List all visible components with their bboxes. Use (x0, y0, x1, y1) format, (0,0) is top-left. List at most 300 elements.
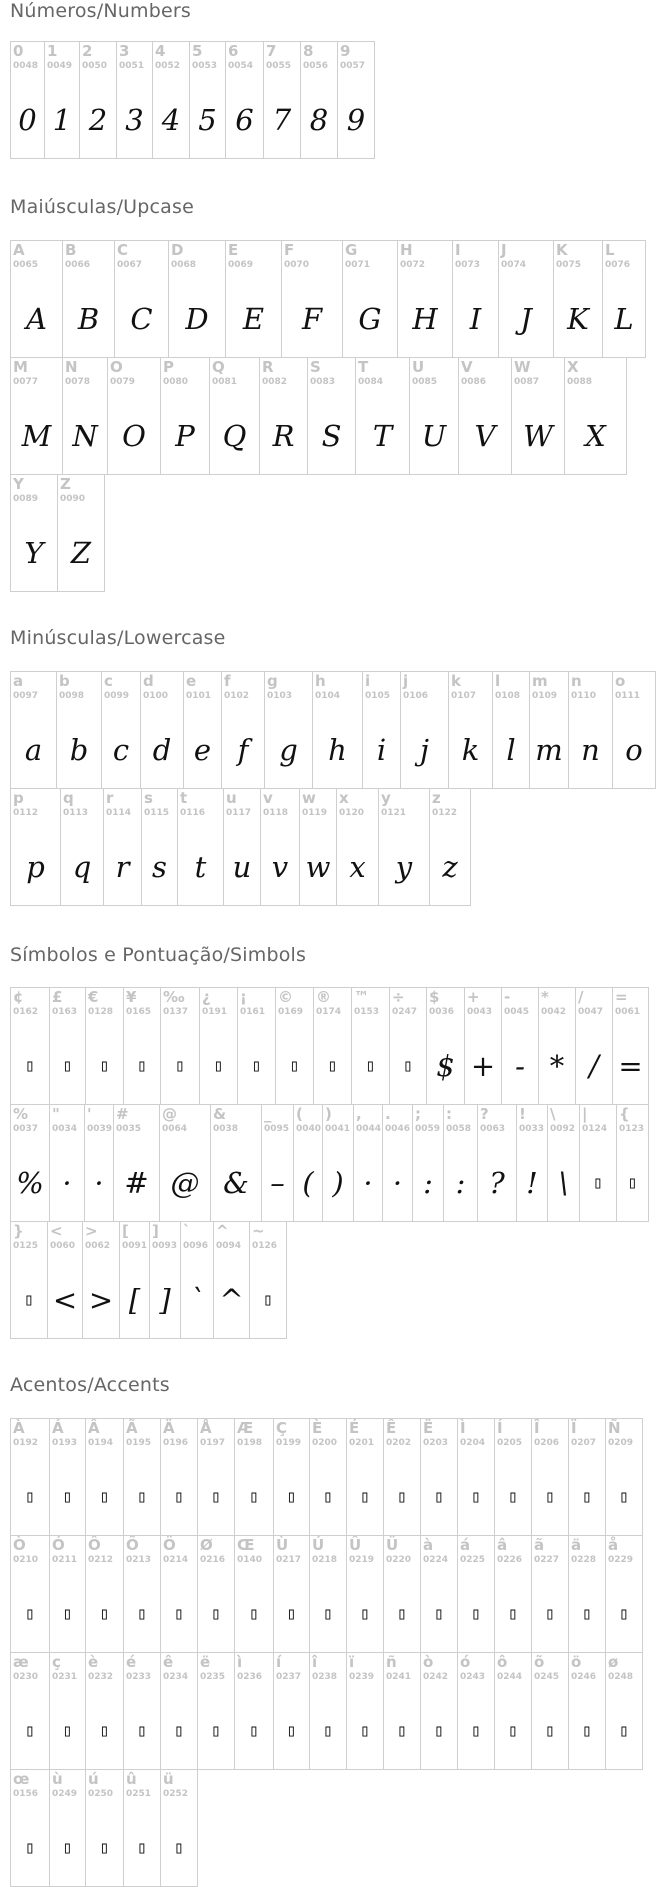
glyph-code: 0232 (88, 1672, 114, 1682)
missing-glyph-icon: ▯ (507, 1604, 519, 1624)
glyph-preview: P (175, 419, 195, 453)
glyph-code: 0210 (13, 1555, 39, 1565)
glyph-code: 0218 (312, 1555, 338, 1565)
glyph-character: g (267, 672, 278, 690)
glyph-character: L (605, 241, 615, 259)
glyph-preview: @ (170, 1166, 200, 1200)
glyph-code: 0038 (213, 1124, 239, 1134)
section-title-mai-sculas-upcase: Maiúsculas/Upcase (10, 196, 195, 218)
glyph-cell (183, 671, 222, 789)
glyph-character: o (615, 672, 626, 690)
glyph-cell (49, 987, 86, 1105)
glyph-character: œ (13, 1770, 30, 1788)
glyph-preview: r (115, 850, 130, 884)
glyph-code: 0092 (550, 1124, 576, 1134)
glyph-cell (180, 1221, 214, 1339)
glyph-code: 0137 (163, 1007, 189, 1017)
glyph-character: Q (212, 358, 225, 376)
glyph-character: x (339, 789, 349, 807)
missing-glyph-icon: ▯ (62, 1604, 73, 1624)
glyph-cell (477, 1104, 517, 1222)
glyph-cell (223, 788, 261, 906)
glyph-code: 0119 (302, 808, 328, 818)
missing-glyph-icon: ▯ (24, 1838, 36, 1858)
glyph-preview: 1 (52, 103, 72, 137)
glyph-code: 0053 (192, 61, 218, 71)
glyph-cell (443, 1104, 478, 1222)
glyph-character: h (315, 672, 326, 690)
glyph-cell (168, 240, 226, 358)
glyph-character: è (88, 1653, 99, 1671)
glyph-cell (123, 1535, 161, 1653)
glyph-code: 0162 (13, 1007, 39, 1017)
glyph-preview: t (194, 850, 207, 884)
glyph-code: 0153 (354, 1007, 380, 1017)
glyph-character: = (615, 988, 628, 1006)
glyph-preview: b (69, 733, 89, 767)
missing-glyph-icon: ▯ (99, 1721, 110, 1741)
glyph-preview: : (455, 1166, 466, 1200)
glyph-character: Ò (13, 1536, 26, 1554)
glyph-preview: s (152, 850, 167, 884)
glyph-cell (49, 1104, 85, 1222)
glyph-code: 0093 (152, 1241, 178, 1251)
glyph-character: . (385, 1105, 391, 1123)
glyph-code: 0207 (571, 1438, 597, 1448)
glyph-code: 0099 (104, 691, 130, 701)
missing-glyph-icon: ▯ (289, 1056, 300, 1076)
glyph-code: 0090 (60, 494, 86, 504)
glyph-preview: j (420, 733, 429, 767)
glyph-cell (605, 1535, 643, 1653)
glyph-character: ã (534, 1536, 545, 1554)
glyph-code: 0086 (461, 377, 487, 387)
glyph-code: 0195 (126, 1438, 152, 1448)
missing-glyph-icon: ▯ (327, 1056, 338, 1076)
glyph-preview: · (94, 1166, 104, 1200)
glyph-preview: z (442, 850, 458, 884)
glyph-cell (140, 671, 184, 789)
glyph-preview: k (461, 733, 480, 767)
glyph-character: 8 (303, 42, 314, 60)
glyph-preview: 8 (309, 103, 329, 137)
glyph-code: 0106 (403, 691, 429, 701)
glyph-cell (209, 357, 260, 475)
glyph-character: ï (349, 1653, 355, 1671)
glyph-cell (114, 240, 169, 358)
glyph-preview: > (88, 1283, 114, 1317)
glyph-cell (259, 357, 308, 475)
glyph-code: 0203 (423, 1438, 449, 1448)
glyph-code: 0068 (171, 260, 197, 270)
missing-glyph-icon: ▯ (618, 1721, 630, 1741)
glyph-code: 0205 (497, 1438, 523, 1448)
glyph-code: 0107 (451, 691, 477, 701)
glyph-cell (85, 1769, 124, 1887)
glyph-preview: · (392, 1166, 403, 1200)
glyph-code: 0040 (296, 1124, 322, 1134)
glyph-code: 0051 (119, 61, 145, 71)
glyph-character: l (495, 672, 501, 690)
glyph-character: j (403, 672, 409, 690)
glyph-cell (293, 1104, 323, 1222)
glyph-code: 0111 (615, 691, 641, 701)
glyph-code: 0095 (264, 1124, 290, 1134)
glyph-preview: · (363, 1166, 373, 1200)
glyph-code: 0124 (582, 1124, 608, 1134)
glyph-cell (159, 1104, 211, 1222)
glyph-preview: ! (526, 1166, 538, 1200)
glyph-character: & (213, 1105, 227, 1123)
glyph-code: 0056 (303, 61, 329, 71)
glyph-cell (616, 1104, 649, 1222)
glyph-character: ú (88, 1770, 99, 1788)
glyph-preview: + (470, 1049, 496, 1083)
glyph-code: 0118 (263, 808, 289, 818)
glyph-cell (234, 1652, 274, 1770)
glyph-character: Í (497, 1419, 503, 1437)
glyph-code: 0225 (460, 1555, 486, 1565)
missing-glyph-icon: ▯ (99, 1604, 110, 1624)
glyph-character: à (423, 1536, 434, 1554)
missing-glyph-icon: ▯ (173, 1487, 185, 1507)
missing-glyph-icon: ▯ (173, 1604, 185, 1624)
glyph-character: $ (429, 988, 440, 1006)
missing-glyph-icon: ▯ (251, 1056, 262, 1076)
glyph-code: 0049 (47, 61, 73, 71)
glyph-character: O (110, 358, 123, 376)
glyph-code: 0243 (460, 1672, 486, 1682)
glyph-cell (84, 1104, 114, 1222)
missing-glyph-icon: ▯ (627, 1173, 638, 1193)
glyph-cell (62, 240, 115, 358)
glyph-code: 0065 (13, 260, 39, 270)
glyph-character: a (13, 672, 24, 690)
glyph-character: Œ (237, 1536, 255, 1554)
glyph-character: z (432, 789, 441, 807)
glyph-cell (538, 987, 576, 1105)
glyph-code: 0191 (202, 1007, 228, 1017)
missing-glyph-icon: ▯ (544, 1721, 556, 1741)
glyph-code: 0033 (519, 1124, 545, 1134)
missing-glyph-icon: ▯ (359, 1487, 371, 1507)
glyph-cell (409, 357, 459, 475)
glyph-cell (101, 671, 141, 789)
glyph-character: q (63, 789, 74, 807)
glyph-code: 0052 (155, 61, 181, 71)
missing-glyph-icon: ▯ (136, 1487, 148, 1507)
glyph-preview: = (618, 1049, 643, 1083)
glyph-character: é (126, 1653, 137, 1671)
glyph-code: 0035 (116, 1124, 142, 1134)
glyph-cell (336, 788, 379, 906)
glyph-preview: v (271, 850, 289, 884)
glyph-code: 0248 (608, 1672, 634, 1682)
glyph-cell (82, 1221, 120, 1339)
glyph-character: / (578, 988, 584, 1006)
glyph-character: ( (296, 1105, 303, 1123)
glyph-preview: 3 (125, 103, 144, 137)
glyph-cell (160, 1652, 198, 1770)
glyph-code: 0216 (200, 1555, 226, 1565)
glyph-code: 0108 (495, 691, 521, 701)
glyph-cell (62, 357, 108, 475)
glyph-character: C (117, 241, 129, 259)
glyph-preview: y (395, 850, 413, 884)
glyph-code: 0233 (126, 1672, 152, 1682)
glyph-code: 0105 (365, 691, 391, 701)
missing-glyph-icon: ▯ (24, 1604, 36, 1624)
glyph-character: % (13, 1105, 29, 1123)
glyph-code: 0121 (381, 808, 407, 818)
glyph-code: 0082 (262, 377, 288, 387)
glyph-code: 0071 (345, 260, 371, 270)
glyph-code: 0237 (276, 1672, 302, 1682)
section-title-s-mbolos-e-pontua-o-simbols: Símbolos e Pontuação/Simbols (10, 944, 307, 966)
glyph-character: V (461, 358, 473, 376)
glyph-cell (273, 1418, 310, 1536)
glyph-code: 0091 (122, 1241, 148, 1251)
glyph-code: 0058 (446, 1124, 472, 1134)
glyph-code: 0044 (356, 1124, 382, 1134)
missing-glyph-icon: ▯ (210, 1604, 222, 1624)
missing-glyph-icon: ▯ (62, 1056, 73, 1076)
glyph-code: 0252 (163, 1789, 189, 1799)
glyph-code: 0212 (88, 1555, 114, 1565)
glyph-character: y (381, 789, 391, 807)
glyph-character: F (284, 241, 295, 259)
glyph-cell (260, 788, 300, 906)
glyph-character: Å (200, 1419, 212, 1437)
glyph-character: Ñ (608, 1419, 621, 1437)
glyph-cell (263, 41, 301, 159)
glyph-code: 0061 (615, 1007, 641, 1017)
glyph-character: s (144, 789, 153, 807)
glyph-character: õ (534, 1653, 545, 1671)
glyph-cell (494, 1418, 532, 1536)
glyph-code: 0197 (200, 1438, 226, 1448)
glyph-code: 0037 (13, 1124, 39, 1134)
glyph-cell (382, 1104, 413, 1222)
glyph-code: 0231 (52, 1672, 78, 1682)
glyph-code: 0077 (13, 377, 39, 387)
glyph-preview: f (237, 733, 249, 767)
glyph-character: f (224, 672, 231, 690)
glyph-character: [ (122, 1222, 129, 1240)
glyph-cell (383, 1418, 421, 1536)
glyph-preview: V (474, 419, 496, 453)
glyph-cell (300, 41, 338, 159)
glyph-character: - (504, 988, 511, 1006)
glyph-character: ù (52, 1770, 63, 1788)
glyph-cell (10, 1769, 50, 1887)
glyph-cell (160, 1535, 198, 1653)
glyph-code: 0174 (316, 1007, 342, 1017)
glyph-preview: M (21, 419, 52, 453)
glyph-character: * (541, 988, 549, 1006)
glyph-cell (273, 1535, 310, 1653)
glyph-cell (309, 1418, 347, 1536)
missing-glyph-icon: ▯ (507, 1487, 519, 1507)
missing-glyph-icon: ▯ (470, 1487, 482, 1507)
glyph-cell (378, 788, 430, 906)
missing-glyph-icon: ▯ (62, 1721, 73, 1741)
glyph-cell (210, 1104, 262, 1222)
glyph-cell (568, 1535, 606, 1653)
missing-glyph-icon: ▯ (210, 1721, 222, 1741)
glyph-character: È (312, 1419, 323, 1437)
missing-glyph-icon: ▯ (396, 1487, 408, 1507)
glyph-cell (346, 1418, 384, 1536)
glyph-code: 0064 (162, 1124, 188, 1134)
glyph-code: 0075 (556, 260, 582, 270)
glyph-cell (85, 1418, 124, 1536)
missing-glyph-icon: ▯ (136, 1604, 148, 1624)
glyph-character: w (302, 789, 316, 807)
glyph-code: 0229 (608, 1555, 634, 1565)
glyph-code: 0227 (534, 1555, 560, 1565)
glyph-character: R (262, 358, 274, 376)
glyph-cell (426, 987, 465, 1105)
glyph-cell (47, 1221, 83, 1339)
glyph-code: 0201 (349, 1438, 375, 1448)
glyph-character: Ä (163, 1419, 175, 1437)
glyph-character: 3 (119, 42, 130, 60)
glyph-character: ` (183, 1222, 191, 1240)
glyph-character: N (65, 358, 78, 376)
glyph-character: € (88, 988, 99, 1006)
glyph-character: ¥ (126, 988, 137, 1006)
missing-glyph-icon: ▯ (262, 1290, 274, 1310)
glyph-cell (346, 1652, 384, 1770)
glyph-code: 0169 (278, 1007, 304, 1017)
glyph-character: P (163, 358, 174, 376)
glyph-preview: E (242, 302, 265, 336)
glyph-code: 0251 (126, 1789, 152, 1799)
missing-glyph-icon: ▯ (173, 1838, 185, 1858)
glyph-code: 0097 (13, 691, 39, 701)
glyph-cell (103, 788, 142, 906)
glyph-character: K (556, 241, 568, 259)
glyph-code: 0235 (200, 1672, 226, 1682)
glyph-cell (149, 1221, 181, 1339)
glyph-code: 0244 (497, 1672, 523, 1682)
glyph-preview: I (469, 302, 482, 336)
glyph-cell (383, 1652, 421, 1770)
missing-glyph-icon: ▯ (402, 1056, 414, 1076)
glyph-preview: n (581, 733, 600, 767)
glyph-code: 0050 (82, 61, 108, 71)
glyph-code: 0236 (237, 1672, 263, 1682)
glyph-cell (160, 1418, 198, 1536)
glyph-preview: $ (436, 1049, 455, 1083)
glyph-code: 0220 (386, 1555, 412, 1565)
glyph-code: 0039 (87, 1124, 113, 1134)
glyph-code: 0063 (480, 1124, 506, 1134)
glyph-preview: ^ (219, 1283, 244, 1317)
glyph-character: ñ (386, 1653, 397, 1671)
missing-glyph-icon: ▯ (396, 1604, 408, 1624)
glyph-cell (531, 1535, 569, 1653)
glyph-cell (119, 1221, 150, 1339)
glyph-code: 0200 (312, 1438, 338, 1448)
glyph-character: Î (534, 1419, 540, 1437)
glyph-preview: 9 (346, 103, 366, 137)
glyph-preview: N (72, 419, 98, 453)
glyph-code: 0078 (65, 377, 91, 387)
glyph-character: U (412, 358, 425, 376)
glyph-cell (10, 357, 63, 475)
glyph-preview: 5 (198, 103, 217, 137)
glyph-cell (458, 357, 512, 475)
glyph-cell (362, 671, 401, 789)
glyph-cell (299, 788, 337, 906)
glyph-code: 0113 (63, 808, 89, 818)
glyph-code: 0117 (226, 808, 252, 818)
glyph-character: B (65, 241, 77, 259)
glyph-cell (494, 1535, 532, 1653)
glyph-cell (10, 1652, 50, 1770)
glyph-character: p (13, 789, 24, 807)
glyph-preview: x (349, 850, 366, 884)
glyph-character: ÷ (392, 988, 405, 1006)
glyph-cell (355, 357, 410, 475)
glyph-cell (309, 1652, 347, 1770)
glyph-code: 0074 (501, 260, 527, 270)
glyph-character: ö (571, 1653, 582, 1671)
glyph-character: t (180, 789, 188, 807)
missing-glyph-icon: ▯ (470, 1721, 482, 1741)
glyph-cell (10, 474, 58, 592)
glyph-preview: R (272, 419, 295, 453)
glyph-cell (177, 788, 224, 906)
glyph-code: 0054 (228, 61, 254, 71)
glyph-cell (85, 987, 124, 1105)
glyph-cell (420, 1535, 458, 1653)
glyph-preview: [ (128, 1283, 141, 1317)
glyph-preview: O (122, 419, 146, 453)
glyph-character: \ (550, 1105, 556, 1123)
missing-glyph-icon: ▯ (174, 1056, 186, 1076)
glyph-character: ¿ (202, 988, 211, 1006)
glyph-cell (199, 987, 238, 1105)
glyph-code: 0140 (237, 1555, 263, 1565)
glyph-character: 5 (192, 42, 203, 60)
glyph-preview: o (625, 733, 643, 767)
glyph-preview: u (232, 850, 252, 884)
glyph-code: 0110 (571, 691, 597, 701)
missing-glyph-icon: ▯ (24, 1056, 36, 1076)
glyph-code: 0087 (514, 377, 540, 387)
glyph-code: 0128 (88, 1007, 114, 1017)
glyph-preview: Y (24, 536, 44, 570)
glyph-cell (412, 1104, 444, 1222)
missing-glyph-icon: ▯ (62, 1838, 73, 1858)
section-title-n-meros-numbers: Números/Numbers (10, 0, 191, 22)
glyph-preview: 6 (235, 103, 254, 137)
glyph-code: 0198 (237, 1438, 263, 1448)
glyph-character: Ê (386, 1419, 397, 1437)
glyph-cell (10, 671, 57, 789)
glyph-character: Ö (163, 1536, 176, 1554)
missing-glyph-icon: ▯ (173, 1721, 185, 1741)
glyph-preview: h (328, 733, 347, 767)
glyph-code: 0213 (126, 1555, 152, 1565)
missing-glyph-icon: ▯ (24, 1487, 36, 1507)
glyph-code: 0234 (163, 1672, 189, 1682)
glyph-character: n (571, 672, 582, 690)
glyph-preview: K (567, 302, 589, 336)
